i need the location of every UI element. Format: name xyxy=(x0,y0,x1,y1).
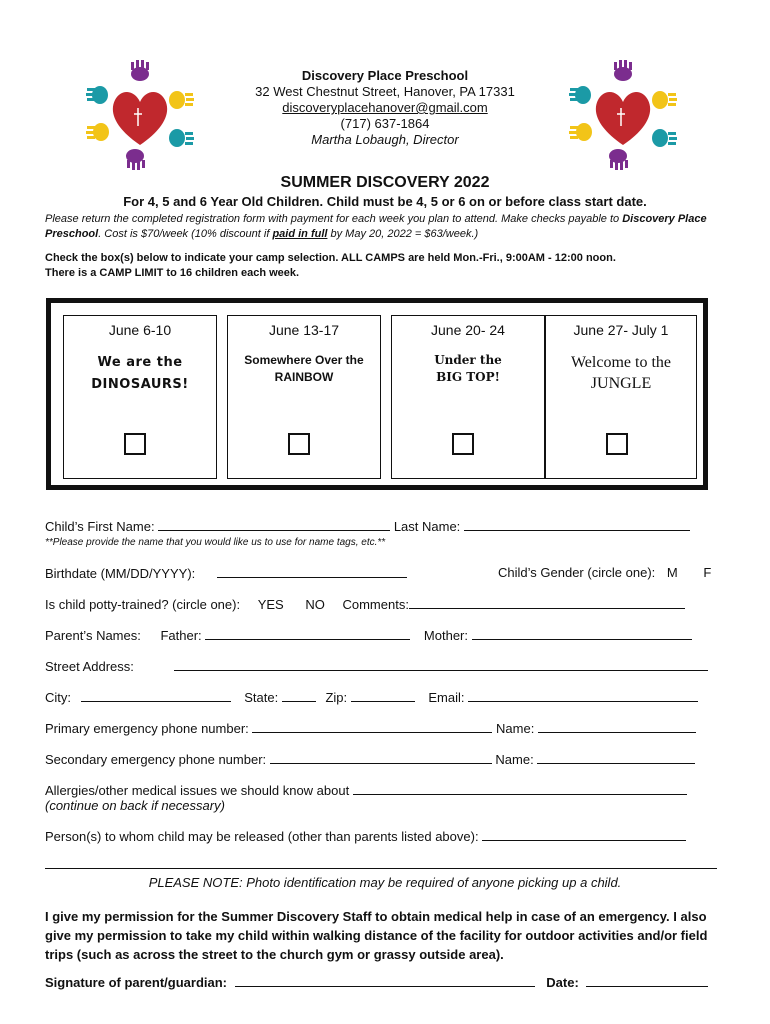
camp-week-3-checkbox[interactable] xyxy=(452,433,474,455)
page-title: SUMMER DISCOVERY 2022 xyxy=(280,174,490,191)
parents-row xyxy=(45,627,692,643)
primary-phone-row xyxy=(45,720,696,736)
release-label: Person(s) to whom child may be released (other than parents listed above): xyxy=(45,829,479,844)
permission-statement: I give my permission for the Summer Discovery Staff to obtain medical help in case of an emergency. I also give my permission to take my child within walking distance of the facility for outdoor activities and/or field trips (such as across the street to the church gym or grassy outside area). xyxy=(45,909,708,962)
camp-theme xyxy=(64,352,216,396)
allergies-label: Allergies/other medical issues we should know about xyxy=(45,783,350,798)
camp-selection-note-line2: There is a CAMP LIMIT to 16 children each week. xyxy=(45,267,300,279)
street-field[interactable] xyxy=(174,658,708,671)
allergies-field[interactable] xyxy=(353,782,687,795)
camp-week-2 xyxy=(227,315,381,479)
email-field[interactable] xyxy=(468,689,698,702)
camp-week-2-checkbox[interactable] xyxy=(288,433,310,455)
camp-theme-line1: Welcome to the xyxy=(570,354,671,371)
signature-field[interactable] xyxy=(235,974,535,987)
potty-row xyxy=(45,596,685,612)
school-phone: (717) 637-1864 xyxy=(340,116,430,131)
secondary-name-label: Name: xyxy=(495,752,534,767)
secondary-phone-field[interactable] xyxy=(270,751,492,764)
secondary-phone-row xyxy=(45,751,695,767)
camp-theme-line2: DINOSAURS! xyxy=(91,377,189,392)
birthdate-label: Birthdate (MM/DD/YYYY): xyxy=(45,566,196,581)
secondary-phone-label: Secondary emergency phone number: xyxy=(45,752,267,767)
potty-label: Is child potty-trained? (circle one): xyxy=(45,597,241,612)
school-name: Discovery Place Preschool xyxy=(301,68,469,83)
school-email[interactable]: discoveryplacehanover@gmail.com xyxy=(282,100,488,115)
instructions-payee: Discovery Place Preschool xyxy=(45,213,707,240)
first-name-field[interactable] xyxy=(158,518,390,531)
instructions-part1: Please return the completed registration form with payment for each week you plan to attend. Make checks payable to xyxy=(45,213,623,225)
page-subtitle: For 4, 5 and 6 Year Old Children. Child must be 4, 5 or 6 on or before class start date. xyxy=(123,194,647,209)
comments-field[interactable] xyxy=(409,596,685,609)
last-name-label: Last Name: xyxy=(393,519,461,534)
school-address: 32 West Chestnut Street, Hanover, PA 17331 xyxy=(255,84,515,99)
potty-option-yes[interactable]: YES xyxy=(257,597,284,612)
heart-hands-logo-icon xyxy=(85,60,195,170)
instructions-part2: . Cost is $70/week (10% discount if xyxy=(98,228,273,240)
potty-option-no[interactable]: NO xyxy=(305,597,325,612)
father-label: Father: xyxy=(160,628,202,643)
camp-week-4-checkbox[interactable] xyxy=(606,433,628,455)
city-label: City: xyxy=(45,690,71,705)
camp-week-4 xyxy=(545,315,697,479)
camp-theme xyxy=(546,352,696,394)
mother-field[interactable] xyxy=(472,627,692,640)
primary-name-field[interactable] xyxy=(538,720,696,733)
school-director: Martha Lobaugh, Director xyxy=(311,132,459,147)
gender-row xyxy=(498,565,711,580)
email-label: Email: xyxy=(428,690,465,705)
zip-label: Zip: xyxy=(325,690,348,705)
camp-theme-line1: We are the xyxy=(97,355,183,370)
primary-phone-label: Primary emergency phone number: xyxy=(45,721,249,736)
zip-field[interactable] xyxy=(351,689,415,702)
photo-id-note: PLEASE NOTE: Photo identification may be required of anyone picking up a child. xyxy=(148,875,622,890)
camp-selection-note xyxy=(45,251,725,281)
camp-theme-line2: JUNGLE xyxy=(590,375,652,392)
city-field[interactable] xyxy=(81,689,231,702)
parents-label: Parent’s Names: xyxy=(45,628,141,643)
school-header xyxy=(225,68,545,148)
camp-dates: June 13-17 xyxy=(268,322,340,338)
comments-label: Comments: xyxy=(342,597,409,612)
date-field[interactable] xyxy=(586,974,708,987)
camp-selection-note-line1: Check the box(s) below to indicate your camp selection. ALL CAMPS are held Mon.-Fri., 9:00AM - 12:00 noon. xyxy=(45,252,616,264)
heart-hands-logo-icon xyxy=(568,60,678,170)
instructions-part3: by May 20, 2022 = $63/week.) xyxy=(327,228,479,240)
father-field[interactable] xyxy=(205,627,410,640)
camp-dates: June 6-10 xyxy=(108,322,172,338)
camp-theme-line1: Under the xyxy=(434,353,502,367)
camp-theme-line2: RAINBOW xyxy=(274,370,334,384)
camp-selection-box xyxy=(46,298,708,490)
state-field[interactable] xyxy=(282,689,316,702)
state-label: State: xyxy=(244,690,279,705)
gender-option-f[interactable]: F xyxy=(703,565,712,580)
street-row xyxy=(45,658,708,674)
mother-label: Mother: xyxy=(423,628,468,643)
gender-label: Child’s Gender (circle one): xyxy=(498,565,656,580)
last-name-field[interactable] xyxy=(464,518,690,531)
release-field-line2[interactable] xyxy=(45,868,717,869)
first-name-label: Child’s First Name: xyxy=(45,519,155,534)
gender-option-m[interactable]: M xyxy=(666,565,678,580)
secondary-name-field[interactable] xyxy=(537,751,695,764)
signature-row xyxy=(45,974,708,990)
name-tag-note: **Please provide the name that you would like us to use for name tags, etc.** xyxy=(45,537,386,548)
camp-theme xyxy=(392,352,544,386)
camp-week-1 xyxy=(63,315,217,479)
camp-theme-line1: Somewhere Over the xyxy=(244,353,364,367)
allergies-row xyxy=(45,782,687,798)
camp-dates: June 20- 24 xyxy=(431,322,505,338)
instructions-paid-in-full: paid in full xyxy=(272,228,328,240)
primary-name-label: Name: xyxy=(496,721,535,736)
allergies-note: (continue on back if necessary) xyxy=(45,798,225,813)
release-row xyxy=(45,828,686,844)
payment-instructions xyxy=(45,212,725,242)
birthdate-field[interactable] xyxy=(217,565,407,578)
city-row xyxy=(45,689,698,705)
camp-dates: June 27- July 1 xyxy=(573,322,669,338)
camp-theme xyxy=(228,352,380,386)
birthdate-row xyxy=(45,565,407,581)
signature-label: Signature of parent/guardian: xyxy=(45,975,228,990)
camp-week-1-checkbox[interactable] xyxy=(124,433,146,455)
street-label: Street Address: xyxy=(45,659,134,674)
primary-phone-field[interactable] xyxy=(252,720,492,733)
camp-week-3 xyxy=(391,315,545,479)
name-row xyxy=(45,518,690,534)
date-label: Date: xyxy=(546,975,579,990)
camp-theme-line2: BIG TOP! xyxy=(436,370,500,384)
release-field[interactable] xyxy=(482,828,686,841)
